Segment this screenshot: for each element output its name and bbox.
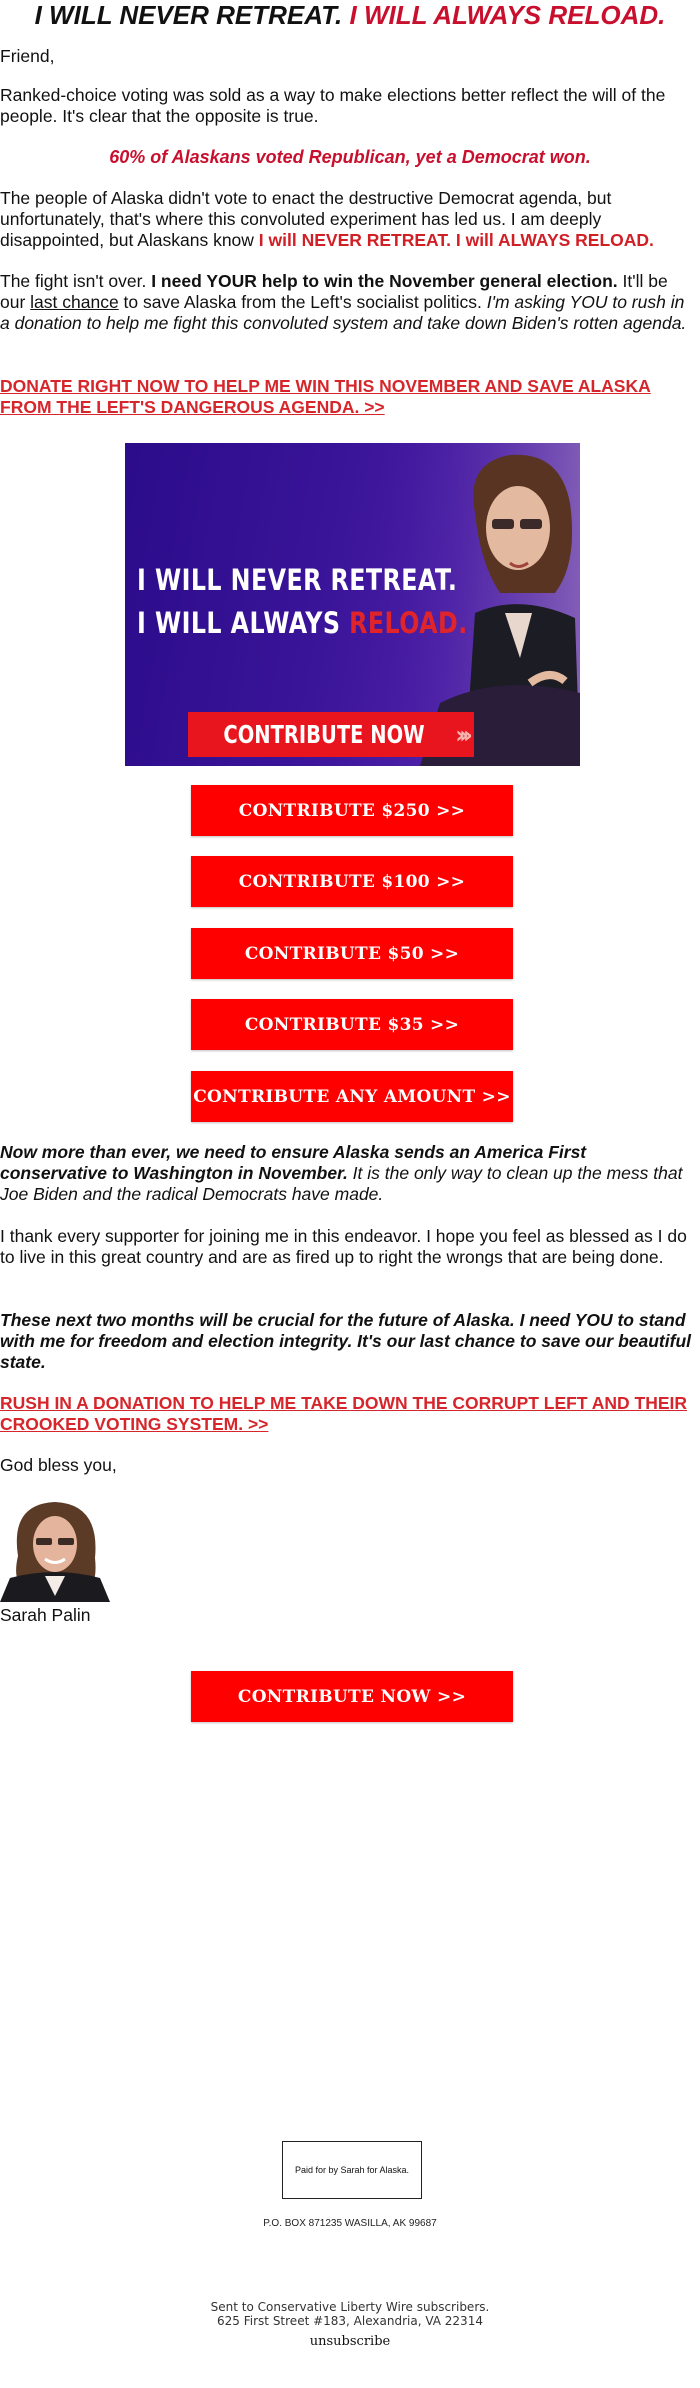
fight-lead: The fight isn't over. bbox=[0, 271, 152, 291]
america-first-bold: Now more than ever, we need to ensure Alaska sends an America First conservative to Washington in November. bbox=[0, 1142, 587, 1183]
agenda-emphasis: I will NEVER RETREAT. I will ALWAYS RELOAD. bbox=[258, 230, 654, 250]
donate-link-1[interactable]: DONATE RIGHT NOW TO HELP ME WIN THIS NOVEMBER AND SAVE ALASKA FROM THE LEFT'S DANGEROUS AGENDA. >> bbox=[0, 376, 651, 417]
last-chance-text: last chance bbox=[30, 292, 119, 312]
contribute-250-button[interactable]: CONTRIBUTE $250 >> bbox=[191, 785, 513, 836]
banner-line-1: I WILL NEVER RETREAT. bbox=[137, 563, 458, 597]
agenda-text: The people of Alaska didn't vote to enact the destructive Democrat agenda, but unfortunately, that's where this convoluted experiment has led us. I am deeply disappointed, but Alaskans know bbox=[0, 188, 612, 250]
banner-line-2 bbox=[137, 606, 468, 640]
headline-part2: I WILL ALWAYS RELOAD. bbox=[349, 0, 666, 30]
signature-name: Sarah Palin bbox=[0, 1605, 91, 1625]
fight-italic: I'm asking YOU to rush in a donation to help me fight this convoluted system and take down Biden's rotten agenda. bbox=[0, 292, 687, 333]
unsubscribe-link[interactable]: unsubscribe bbox=[309, 2334, 391, 2349]
fight-bold: I need YOUR help to win the November general election. bbox=[151, 271, 618, 291]
hero-banner[interactable] bbox=[125, 443, 580, 766]
paragraph-crucial: These next two months will be crucial for the future of Alaska. I need YOU to stand with me for freedom and election integrity. It's our last chance to save our beautiful state. bbox=[0, 1310, 692, 1372]
footer-address: 625 First Street #183, Alexandria, VA 22314 bbox=[217, 2314, 483, 2328]
banner-reload-word: RELOAD. bbox=[349, 606, 468, 640]
callout-statement: 60% of Alaskans voted Republican, yet a Democrat won. bbox=[109, 147, 591, 167]
paragraph-fight bbox=[0, 271, 696, 334]
contribute-50-button[interactable]: CONTRIBUTE $50 >> bbox=[191, 928, 513, 979]
headline-part1: I WILL NEVER RETREAT. bbox=[34, 0, 343, 30]
signature-avatar bbox=[0, 1496, 110, 1602]
footer-subscription-note: Sent to Conservative Liberty Wire subscribers. bbox=[210, 2300, 490, 2314]
donate-link-2[interactable]: RUSH IN A DONATION TO HELP ME TAKE DOWN THE CORRUPT LEFT AND THEIR CROOKED VOTING SYSTEM. >> bbox=[0, 1393, 688, 1434]
banner-contribute-label: CONTRIBUTE NOW bbox=[223, 720, 425, 749]
paid-for-disclaimer: Paid for by Sarah for Alaska. bbox=[282, 2141, 422, 2199]
banner-line-2a: I WILL ALWAYS bbox=[137, 606, 350, 640]
fight-mid1: It'll be our bbox=[0, 271, 668, 312]
america-first-italic: It is the only way to clean up the mess that Joe Biden and the radical Democrats have made. bbox=[0, 1163, 683, 1204]
chevrons-right-icon: ››› bbox=[455, 720, 467, 749]
po-box-address: P.O. BOX 871235 WASILLA, AK 99687 bbox=[263, 2218, 437, 2229]
contribute-35-button[interactable]: CONTRIBUTE $35 >> bbox=[191, 999, 513, 1050]
paragraph-america-first bbox=[0, 1142, 696, 1205]
banner-contribute-button[interactable] bbox=[188, 712, 474, 757]
closing-line: God bless you, bbox=[0, 1455, 117, 1475]
greeting: Friend, bbox=[0, 46, 55, 66]
contribute-any-amount-button[interactable]: CONTRIBUTE ANY AMOUNT >> bbox=[191, 1071, 513, 1122]
paragraph-thanks: I thank every supporter for joining me in this endeavor. I hope you feel as blessed as I do to live in this great country and are as fired up to right the wrongs that are being done. bbox=[0, 1226, 687, 1267]
paragraph-agenda bbox=[0, 188, 696, 251]
fight-mid2: to save Alaska from the Left's socialist politics. bbox=[118, 292, 487, 312]
contribute-now-button[interactable]: CONTRIBUTE NOW >> bbox=[191, 1671, 513, 1722]
email-headline bbox=[0, 0, 700, 30]
contribute-100-button[interactable]: CONTRIBUTE $100 >> bbox=[191, 856, 513, 907]
paragraph-ranked-choice: Ranked-choice voting was sold as a way to make elections better reflect the will of the people. It's clear that the opposite is true. bbox=[0, 85, 666, 126]
